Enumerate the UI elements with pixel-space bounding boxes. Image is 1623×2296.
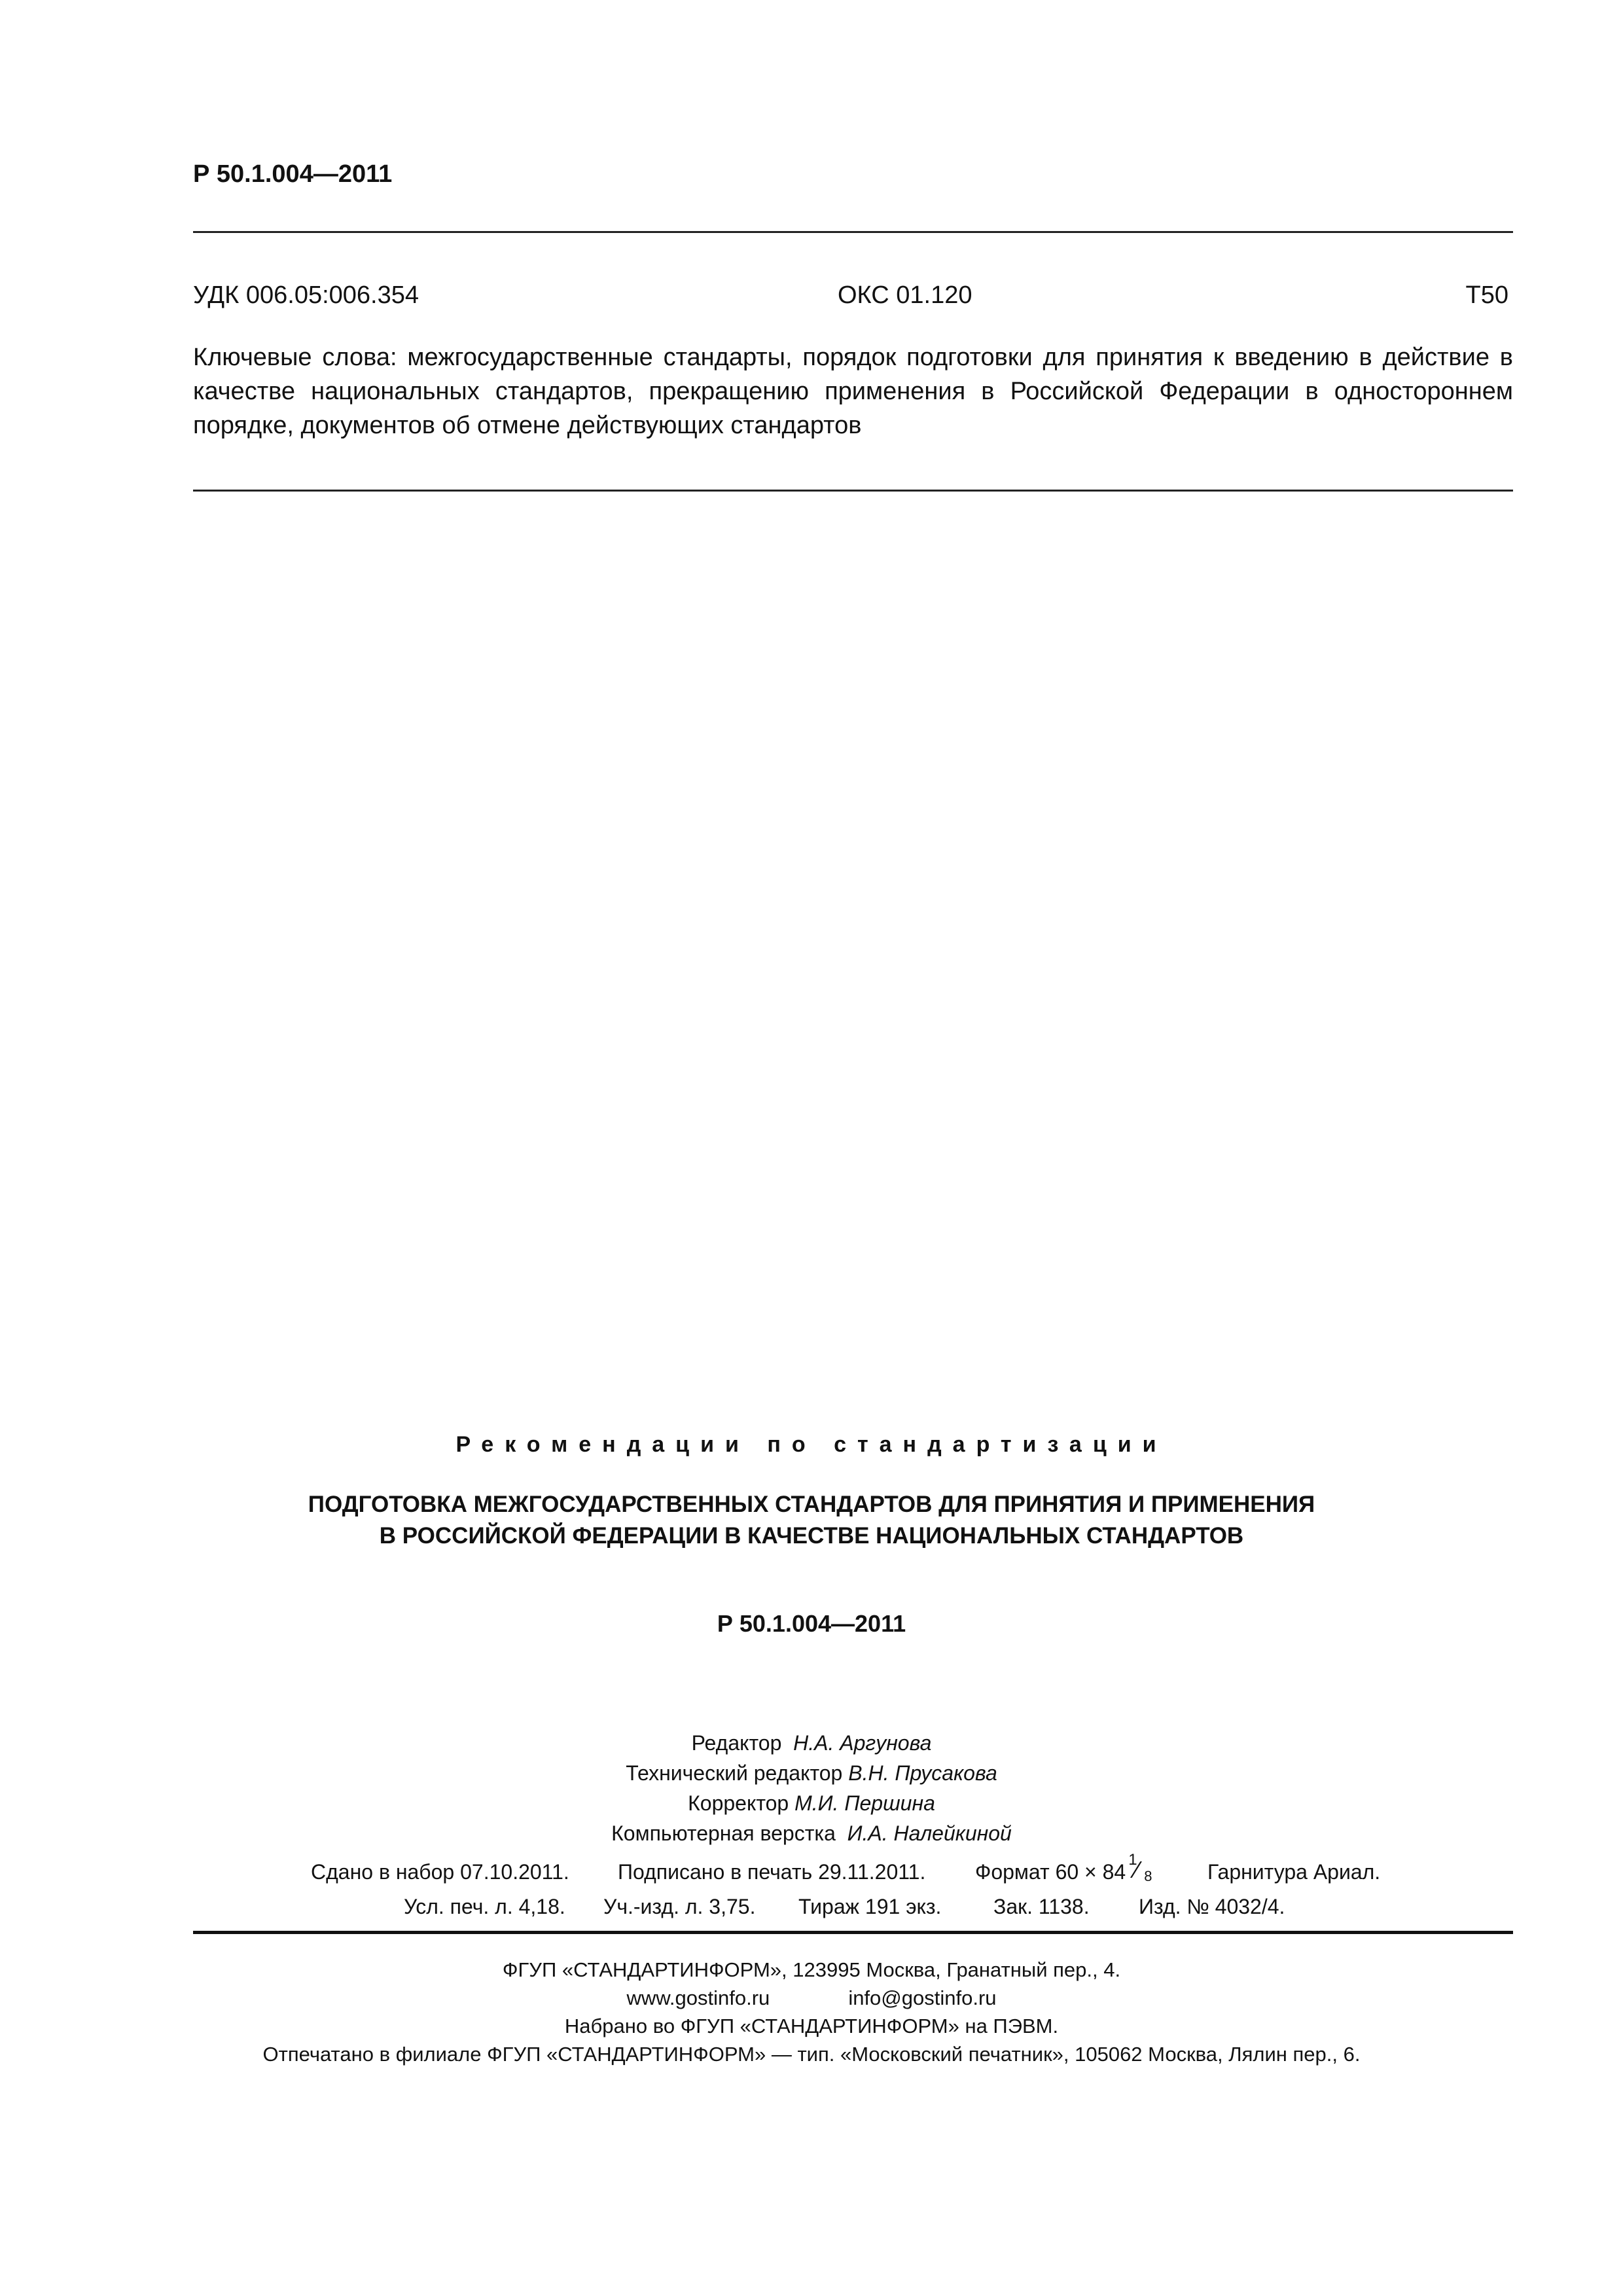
doc-number-imprint: Р 50.1.004—2011 xyxy=(717,1610,906,1637)
publisher-website: www.gostinfo.ru xyxy=(626,1986,770,2009)
credit-tech-editor xyxy=(0,1758,1623,1788)
credit-role: Редактор xyxy=(691,1731,782,1755)
credit-name: В.Н. Прусакова xyxy=(848,1761,997,1785)
oks-code: ОКС 01.120 xyxy=(838,281,972,309)
credits-list xyxy=(0,1728,1623,1848)
credit-name: И.А. Налейкиной xyxy=(847,1821,1012,1845)
series-label: Рекомендации по стандартизации xyxy=(455,1432,1168,1457)
publisher-address: ФГУП «СТАНДАРТИНФОРМ», 123995 Москва, Гранатный пер., 4. xyxy=(502,1958,1121,1981)
signed-date: Подписано в печать 29.11.2011. xyxy=(618,1860,926,1884)
submitted-date: Сдано в набор 07.10.2011. xyxy=(311,1860,569,1884)
format xyxy=(975,1851,1152,1884)
credit-role: Технический редактор xyxy=(626,1761,843,1785)
title-line-2: В РОССИЙСКОЙ ФЕДЕРАЦИИ В КАЧЕСТВЕ НАЦИОНАЛЬНЫХ СТАНДАРТОВ xyxy=(379,1523,1244,1549)
publisher-contacts xyxy=(0,1984,1623,2012)
fraction-slash: ⁄ xyxy=(1135,1856,1139,1883)
publisher-email: info@gostinfo.ru xyxy=(848,1986,997,2009)
top-divider xyxy=(193,231,1513,233)
printed-info: Отпечатано в филиале ФГУП «СТАНДАРТИНФОРМ» — тип. «Московский печатник», 105062 Москва, Лялин пер., 6. xyxy=(262,2043,1361,2066)
format-fraction-numerator: 1 xyxy=(1128,1851,1137,1869)
doc-number-header: Р 50.1.004—2011 xyxy=(193,160,393,188)
edit-sheets: Уч.-изд. л. 3,75. xyxy=(603,1895,756,1918)
publication-row-2 xyxy=(0,1895,1623,1924)
classification-row xyxy=(193,281,1508,314)
keywords-paragraph: Ключевые слова: межгосударственные стандарты, порядок подготовки для принятия к введению в действие в качестве национальных стандартов, прекращению применения в Российской Федерации в одностороннем порядке, документов об отмене действующих стандартов xyxy=(193,344,1513,439)
keywords-divider xyxy=(193,490,1513,492)
typeface: Гарнитура Ариал. xyxy=(1207,1860,1381,1884)
credit-name: Н.А. Аргунова xyxy=(793,1731,932,1755)
group-code: Т50 xyxy=(1465,281,1508,309)
format-fraction-denominator: 8 xyxy=(1144,1868,1152,1884)
credit-role: Компьютерная верстка xyxy=(611,1821,836,1845)
credit-name: М.И. Першина xyxy=(794,1791,935,1815)
typeset-info: Набрано во ФГУП «СТАНДАРТИНФОРМ» на ПЭВМ. xyxy=(564,2015,1059,2037)
udk-code: УДК 006.05:006.354 xyxy=(193,281,419,309)
publication-row-1 xyxy=(0,1851,1623,1889)
document-title xyxy=(0,1489,1623,1552)
format-prefix: Формат 60 × 84 xyxy=(975,1860,1126,1884)
credit-proofreader xyxy=(0,1788,1623,1818)
imprint-divider xyxy=(193,1931,1513,1934)
print-sheets: Усл. печ. л. 4,18. xyxy=(404,1895,565,1918)
circulation: Тираж 191 экз. xyxy=(798,1895,942,1918)
credit-editor xyxy=(0,1728,1623,1758)
edition-number: Изд. № 4032/4. xyxy=(1139,1895,1285,1918)
credit-role: Корректор xyxy=(688,1791,789,1815)
publisher-footer xyxy=(0,1956,1623,2068)
credit-layout xyxy=(0,1818,1623,1848)
title-line-1: ПОДГОТОВКА МЕЖГОСУДАРСТВЕННЫХ СТАНДАРТОВ ДЛЯ ПРИНЯТИЯ И ПРИМЕНЕНИЯ xyxy=(308,1492,1315,1517)
order-number: Зак. 1138. xyxy=(993,1895,1090,1918)
